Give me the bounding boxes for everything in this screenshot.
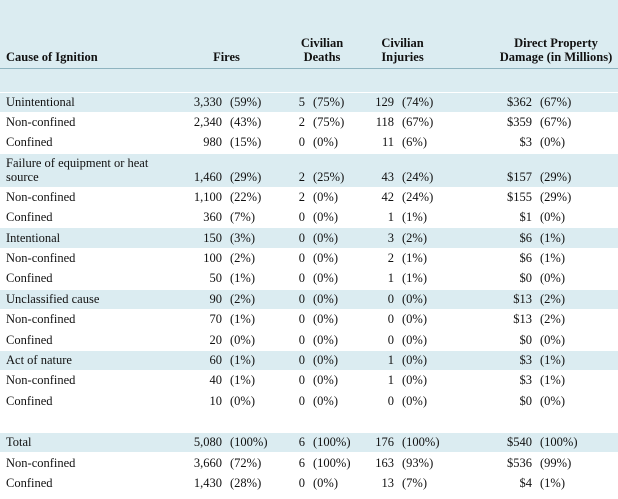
deaths-value: 0	[277, 133, 309, 153]
deaths-percent: (0%)	[309, 289, 359, 309]
fires-percent: (29%)	[226, 153, 277, 187]
injuries-percent: (0%)	[398, 310, 442, 330]
table-row	[0, 133, 618, 153]
damage-value: $3	[490, 371, 536, 391]
spacer-cell	[442, 269, 490, 289]
injuries-value: 2	[359, 248, 398, 268]
header-damage: Direct Property Damage (in Millions)	[442, 0, 618, 68]
row-label: Failure of equipment or heat source	[0, 153, 176, 187]
fires-percent: (0%)	[226, 391, 277, 411]
table-row	[0, 371, 618, 391]
damage-percent: (99%)	[536, 453, 618, 473]
damage-percent: (0%)	[536, 391, 618, 411]
deaths-percent: (0%)	[309, 248, 359, 268]
table-row	[0, 208, 618, 228]
fires-percent: (43%)	[226, 112, 277, 132]
fires-value: 10	[176, 391, 226, 411]
spacer-cell	[442, 350, 490, 370]
deaths-value: 0	[277, 208, 309, 228]
fires-value: 70	[176, 310, 226, 330]
row-label: Confined	[0, 391, 176, 411]
spacer-cell	[442, 208, 490, 228]
damage-value: $4	[490, 473, 536, 493]
damage-value: $0	[490, 391, 536, 411]
injuries-percent: (6%)	[398, 133, 442, 153]
injuries-percent: (0%)	[398, 350, 442, 370]
table-row	[0, 269, 618, 289]
spacer-cell	[442, 133, 490, 153]
damage-percent: (2%)	[536, 310, 618, 330]
fires-percent: (1%)	[226, 310, 277, 330]
deaths-value: 0	[277, 371, 309, 391]
deaths-value: 6	[277, 432, 309, 452]
deaths-value: 6	[277, 453, 309, 473]
deaths-value: 0	[277, 391, 309, 411]
deaths-value: 2	[277, 112, 309, 132]
spacer-cell	[442, 153, 490, 187]
injuries-value: 42	[359, 187, 398, 207]
table-row	[0, 391, 618, 411]
injuries-percent: (2%)	[398, 228, 442, 248]
fires-percent: (2%)	[226, 248, 277, 268]
injuries-percent: (93%)	[398, 453, 442, 473]
spacer-cell	[442, 391, 490, 411]
deaths-value: 0	[277, 269, 309, 289]
deaths-percent: (0%)	[309, 208, 359, 228]
injuries-percent: (0%)	[398, 371, 442, 391]
injuries-value: 0	[359, 310, 398, 330]
damage-percent: (0%)	[536, 208, 618, 228]
damage-percent: (0%)	[536, 269, 618, 289]
fires-value: 5,080	[176, 432, 226, 452]
damage-percent: (1%)	[536, 371, 618, 391]
damage-percent: (0%)	[536, 330, 618, 350]
injuries-percent: (74%)	[398, 92, 442, 112]
fires-percent: (15%)	[226, 133, 277, 153]
table-row	[0, 228, 618, 248]
row-label: Total	[0, 432, 176, 452]
spacer-cell	[442, 92, 490, 112]
damage-value: $540	[490, 432, 536, 452]
row-label: Confined	[0, 330, 176, 350]
damage-value: $359	[490, 112, 536, 132]
damage-value: $13	[490, 310, 536, 330]
injuries-percent: (24%)	[398, 187, 442, 207]
spacer-row	[0, 411, 618, 432]
fires-percent: (2%)	[226, 289, 277, 309]
injuries-value: 1	[359, 371, 398, 391]
row-label: Non-confined	[0, 248, 176, 268]
injuries-percent: (1%)	[398, 208, 442, 228]
deaths-percent: (100%)	[309, 453, 359, 473]
fires-percent: (1%)	[226, 269, 277, 289]
table-row	[0, 289, 618, 309]
fires-value: 3,330	[176, 92, 226, 112]
injuries-percent: (67%)	[398, 112, 442, 132]
injuries-value: 0	[359, 391, 398, 411]
spacer-cell	[442, 112, 490, 132]
damage-value: $155	[490, 187, 536, 207]
row-label: Unclassified cause	[0, 289, 176, 309]
table-row	[0, 330, 618, 350]
fires-value: 3,660	[176, 453, 226, 473]
damage-percent: (2%)	[536, 289, 618, 309]
spacer-cell	[442, 310, 490, 330]
damage-percent: (67%)	[536, 112, 618, 132]
injuries-value: 43	[359, 153, 398, 187]
deaths-value: 0	[277, 289, 309, 309]
damage-value: $3	[490, 133, 536, 153]
damage-value: $0	[490, 330, 536, 350]
spacer-cell	[442, 187, 490, 207]
fires-percent: (0%)	[226, 330, 277, 350]
injuries-percent: (1%)	[398, 269, 442, 289]
fires-percent: (1%)	[226, 350, 277, 370]
injuries-percent: (0%)	[398, 330, 442, 350]
table-row	[0, 112, 618, 132]
damage-percent: (1%)	[536, 228, 618, 248]
fires-value: 1,460	[176, 153, 226, 187]
deaths-percent: (0%)	[309, 187, 359, 207]
table-row	[0, 153, 618, 187]
spacer-cell	[442, 228, 490, 248]
damage-percent: (100%)	[536, 432, 618, 452]
table-row	[0, 187, 618, 207]
header-injuries: Civilian Injuries	[359, 0, 442, 68]
injuries-percent: (1%)	[398, 248, 442, 268]
deaths-percent: (0%)	[309, 133, 359, 153]
header-deaths: Civilian Deaths	[277, 0, 359, 68]
deaths-value: 0	[277, 310, 309, 330]
fires-percent: (7%)	[226, 208, 277, 228]
injuries-value: 163	[359, 453, 398, 473]
deaths-value: 0	[277, 228, 309, 248]
deaths-percent: (0%)	[309, 371, 359, 391]
fires-value: 980	[176, 133, 226, 153]
damage-value: $536	[490, 453, 536, 473]
fires-value: 100	[176, 248, 226, 268]
row-label: Intentional	[0, 228, 176, 248]
fires-value: 90	[176, 289, 226, 309]
fires-value: 360	[176, 208, 226, 228]
injuries-percent: (100%)	[398, 432, 442, 452]
fires-value: 150	[176, 228, 226, 248]
injuries-value: 1	[359, 269, 398, 289]
injuries-value: 1	[359, 350, 398, 370]
damage-value: $3	[490, 350, 536, 370]
deaths-percent: (0%)	[309, 391, 359, 411]
fires-percent: (1%)	[226, 371, 277, 391]
row-label: Confined	[0, 208, 176, 228]
damage-value: $13	[490, 289, 536, 309]
injuries-value: 11	[359, 133, 398, 153]
damage-percent: (29%)	[536, 153, 618, 187]
damage-percent: (1%)	[536, 350, 618, 370]
table-row	[0, 432, 618, 452]
damage-value: $0	[490, 269, 536, 289]
deaths-value: 0	[277, 473, 309, 493]
fires-value: 20	[176, 330, 226, 350]
table-row	[0, 473, 618, 493]
row-label: Confined	[0, 269, 176, 289]
table-row	[0, 310, 618, 330]
damage-value: $1	[490, 208, 536, 228]
injuries-percent: (7%)	[398, 473, 442, 493]
header-cause: Cause of Ignition	[0, 0, 176, 68]
table-body	[0, 68, 618, 494]
fires-value: 1,100	[176, 187, 226, 207]
deaths-percent: (0%)	[309, 310, 359, 330]
table-row	[0, 92, 618, 112]
row-label: Act of nature	[0, 350, 176, 370]
deaths-percent: (0%)	[309, 350, 359, 370]
fires-value: 2,340	[176, 112, 226, 132]
fires-percent: (22%)	[226, 187, 277, 207]
damage-value: $6	[490, 228, 536, 248]
deaths-percent: (0%)	[309, 228, 359, 248]
injuries-value: 0	[359, 289, 398, 309]
injuries-value: 118	[359, 112, 398, 132]
injuries-percent: (0%)	[398, 391, 442, 411]
injuries-percent: (24%)	[398, 153, 442, 187]
fires-value: 40	[176, 371, 226, 391]
spacer-cell	[442, 289, 490, 309]
injuries-percent: (0%)	[398, 289, 442, 309]
damage-value: $157	[490, 153, 536, 187]
damage-value: $6	[490, 248, 536, 268]
deaths-percent: (100%)	[309, 432, 359, 452]
header-fires: Fires	[176, 0, 277, 68]
deaths-value: 0	[277, 248, 309, 268]
spacer-cell	[442, 453, 490, 473]
injuries-value: 176	[359, 432, 398, 452]
row-label: Confined	[0, 473, 176, 493]
row-label: Non-confined	[0, 112, 176, 132]
injuries-value: 0	[359, 330, 398, 350]
damage-percent: (29%)	[536, 187, 618, 207]
injuries-value: 129	[359, 92, 398, 112]
damage-percent: (67%)	[536, 92, 618, 112]
damage-value: $362	[490, 92, 536, 112]
spacer-cell	[442, 371, 490, 391]
deaths-value: 0	[277, 350, 309, 370]
fires-value: 1,430	[176, 473, 226, 493]
row-label: Non-confined	[0, 187, 176, 207]
deaths-percent: (75%)	[309, 92, 359, 112]
row-label: Confined	[0, 133, 176, 153]
row-label: Unintentional	[0, 92, 176, 112]
row-label: Non-confined	[0, 453, 176, 473]
deaths-value: 5	[277, 92, 309, 112]
fires-percent: (100%)	[226, 432, 277, 452]
spacer-cell	[442, 473, 490, 493]
deaths-value: 2	[277, 153, 309, 187]
damage-percent: (0%)	[536, 133, 618, 153]
injuries-value: 3	[359, 228, 398, 248]
injuries-value: 13	[359, 473, 398, 493]
deaths-value: 0	[277, 330, 309, 350]
deaths-percent: (25%)	[309, 153, 359, 187]
spacer-cell	[442, 330, 490, 350]
table-row	[0, 350, 618, 370]
fires-percent: (59%)	[226, 92, 277, 112]
deaths-percent: (0%)	[309, 330, 359, 350]
fires-percent: (72%)	[226, 453, 277, 473]
spacer-cell	[442, 248, 490, 268]
table-row	[0, 453, 618, 473]
damage-percent: (1%)	[536, 473, 618, 493]
deaths-value: 2	[277, 187, 309, 207]
fires-value: 60	[176, 350, 226, 370]
injuries-value: 1	[359, 208, 398, 228]
damage-percent: (1%)	[536, 248, 618, 268]
spacer-cell	[442, 432, 490, 452]
fires-value: 50	[176, 269, 226, 289]
deaths-percent: (0%)	[309, 269, 359, 289]
row-label: Non-confined	[0, 371, 176, 391]
deaths-percent: (75%)	[309, 112, 359, 132]
fires-percent: (28%)	[226, 473, 277, 493]
row-label: Non-confined	[0, 310, 176, 330]
deaths-percent: (0%)	[309, 473, 359, 493]
fires-percent: (3%)	[226, 228, 277, 248]
table-row	[0, 248, 618, 268]
